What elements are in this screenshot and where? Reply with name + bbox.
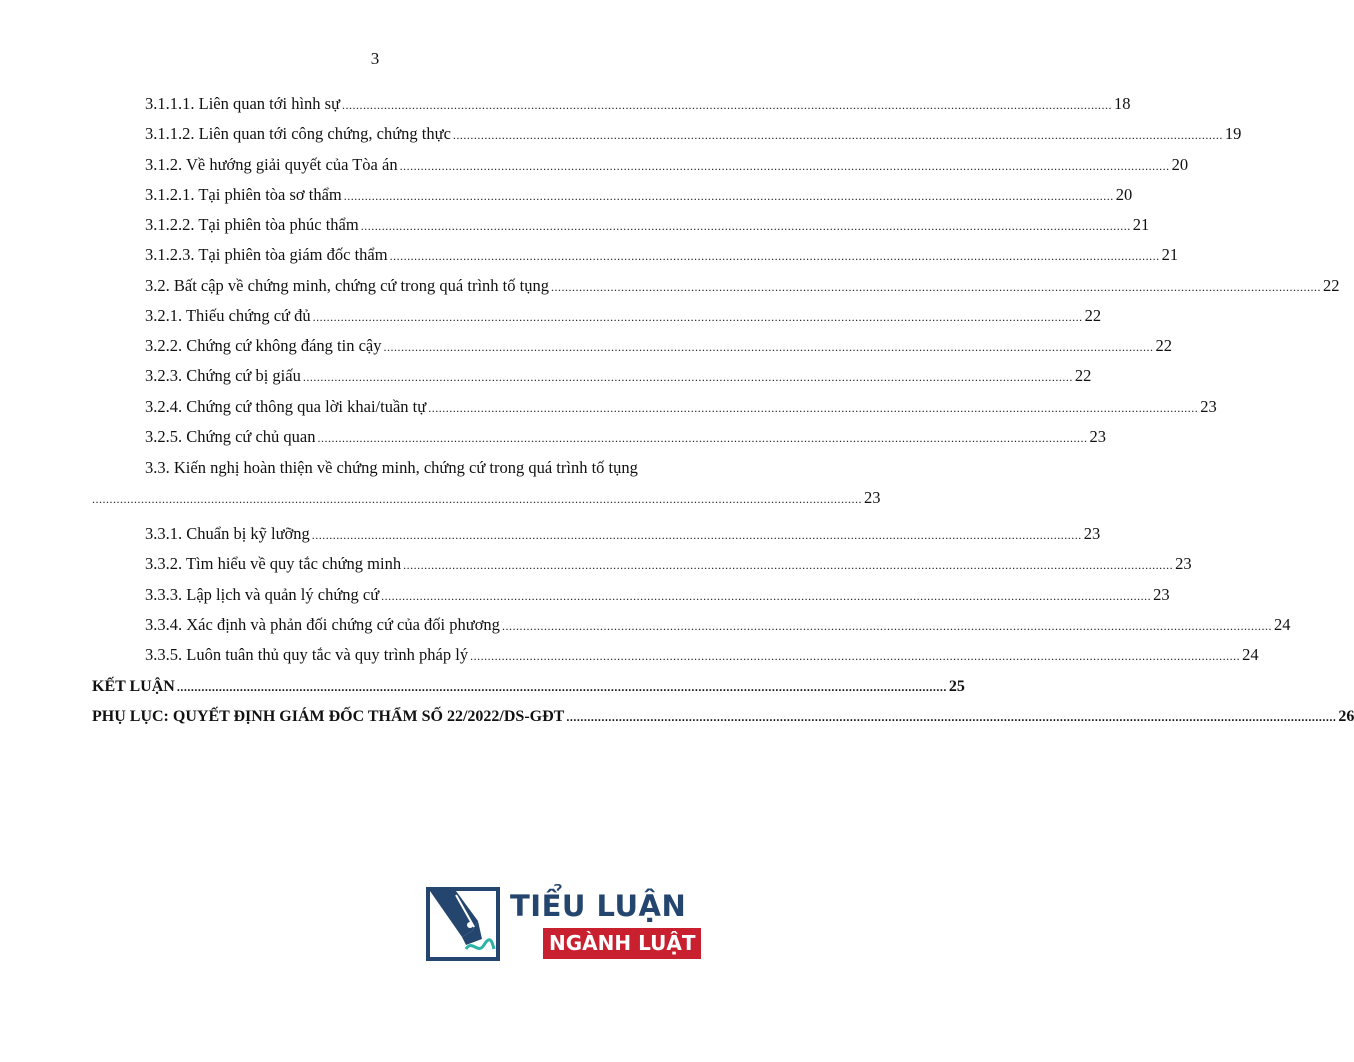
toc-entry-page: 22 (1074, 366, 1092, 385)
toc-entry[interactable] (145, 149, 1189, 175)
toc-entry[interactable] (145, 360, 1092, 386)
dot-leader: ............................................................................................................................................................................................................................ (470, 649, 1241, 663)
toc-entry[interactable] (145, 609, 1291, 635)
dot-leader: ............................................................................................................................................................................................................................ (381, 589, 1152, 603)
toc-entry-page: 18 (1114, 94, 1131, 113)
dot-leader: ............................................................................................................................................................................................................................ (92, 492, 862, 506)
toc-entry-page: 23 (864, 488, 881, 507)
logo-subtitle: NGÀNH LUẬT (543, 928, 701, 959)
page-number: 3 (370, 49, 380, 68)
dot-leader: ............................................................................................................................................................................................................................ (399, 159, 1170, 173)
pen-nib-icon (426, 887, 500, 961)
toc-entry[interactable] (145, 639, 1259, 665)
toc-entry-page: 23 (1153, 585, 1170, 604)
dot-leader: ............................................................................................................................................................................................................................ (342, 98, 1113, 112)
toc-entry-label[interactable]: 3.3. Kiến nghị hoàn thiện về chứng minh, chứng cứ trong quá trình tố tụng (145, 458, 638, 477)
toc-entry[interactable] (145, 179, 1133, 205)
toc-entry-page: 20 (1171, 155, 1189, 174)
toc-entry-page: 21 (1161, 245, 1179, 264)
dot-leader: ............................................................................................................................................................................................................................ (360, 219, 1131, 233)
toc-entry[interactable] (145, 518, 1101, 544)
toc-entry-label: 3.1.2. Về hướng giải quyết của Tòa án (145, 155, 398, 174)
toc-entry-label: 3.1.1.2. Liên quan tới công chứng, chứng thực (145, 124, 451, 143)
toc-entry-label: 3.2.2. Chứng cứ không đáng tin cậy (145, 336, 382, 355)
dot-leader: ............................................................................................................................................................................................................................ (176, 680, 947, 694)
toc-entry-page: 20 (1115, 185, 1133, 204)
toc-entry-label: 3.3.4. Xác định và phản đối chứng cứ của đối phương (145, 615, 500, 634)
toc-entry-label: KẾT LUẬN (92, 678, 175, 695)
toc-entry[interactable] (145, 330, 1172, 356)
toc-entry-page: 24 (1242, 645, 1259, 664)
toc-entry-conclusion[interactable] (92, 670, 965, 696)
logo-title: TIỂU LUẬN (510, 889, 687, 923)
toc-entry[interactable] (145, 579, 1170, 605)
toc-entry-page: 21 (1132, 215, 1150, 234)
toc-entry-label: PHỤ LỤC: QUYẾT ĐỊNH GIÁM ĐỐC THẨM SỐ 22/2022/DS-GĐT (92, 708, 565, 725)
toc-entry[interactable] (145, 88, 1131, 114)
toc-entry-label: 3.2.4. Chứng cứ thông qua lời khai/tuần tự (145, 397, 427, 416)
dot-leader: ............................................................................................................................................................................................................................ (302, 370, 1073, 384)
toc-entry-page: 24 (1273, 615, 1291, 634)
dot-leader: ............................................................................................................................................................................................................................ (312, 310, 1083, 324)
toc-entry-label: 3.1.1.1. Liên quan tới hình sự (145, 94, 341, 113)
toc-entry-label: 3.3.1. Chuẩn bị kỹ lưỡng (145, 524, 310, 543)
toc-entry[interactable] (145, 548, 1192, 574)
toc-entry-page: 26 (1338, 708, 1354, 725)
toc-entry-page: 23 (1175, 554, 1192, 573)
toc-entry-label: 3.2. Bất cập về chứng minh, chứng cứ trong quá trình tố tụng (145, 276, 549, 295)
toc-entry-label: 3.3.5. Luôn tuân thủ quy tắc và quy trình pháp lý (145, 645, 469, 664)
dot-leader: ............................................................................................................................................................................................................................ (550, 280, 1321, 294)
toc-entry[interactable] (145, 300, 1102, 326)
toc-entry-label: 3.2.3. Chứng cứ bị giấu (145, 366, 301, 385)
toc-entry-page: 23 (1200, 397, 1217, 416)
toc-entry[interactable] (145, 239, 1179, 265)
toc-entry-label: 3.2.5. Chứng cứ chủ quan (145, 427, 316, 446)
toc-entry-page: 23 (1083, 524, 1101, 543)
dot-leader: ............................................................................................................................................................................................................................ (428, 401, 1199, 415)
brand-logo (426, 887, 696, 967)
dot-leader: ............................................................................................................................................................................................................................ (383, 340, 1154, 354)
toc-entry-page: 22 (1322, 276, 1340, 295)
dot-leader: ............................................................................................................................................................................................................................ (566, 710, 1337, 724)
toc-entry-label: 3.2.1. Thiếu chứng cứ đủ (145, 306, 311, 325)
toc-entry-page: 22 (1155, 336, 1172, 355)
toc-entry-page: 23 (1089, 427, 1106, 446)
dot-leader: ............................................................................................................................................................................................................................ (452, 128, 1223, 142)
toc-entry[interactable] (145, 270, 1340, 296)
dot-leader: ............................................................................................................................................................................................................................ (343, 189, 1114, 203)
toc-entry-page: 22 (1084, 306, 1102, 325)
dot-leader: ............................................................................................................................................................................................................................ (317, 431, 1088, 445)
dot-leader: ............................................................................................................................................................................................................................ (389, 249, 1160, 263)
toc-entry-label: 3.3.3. Lập lịch và quản lý chứng cứ (145, 585, 380, 604)
dot-leader: ............................................................................................................................................................................................................................ (311, 528, 1082, 542)
toc-entry-label: 3.1.2.3. Tại phiên tòa giám đốc thẩm (145, 245, 388, 264)
toc-entry-label: 3.3.2. Tìm hiểu về quy tắc chứng minh (145, 554, 402, 573)
toc-entry[interactable] (145, 209, 1150, 235)
toc-entry-appendix[interactable] (92, 700, 1354, 726)
toc-entry-page: 19 (1224, 124, 1242, 143)
dot-leader: ............................................................................................................................................................................................................................ (403, 558, 1174, 572)
toc-entry[interactable] (145, 391, 1217, 417)
toc-entry-label: 3.1.2.2. Tại phiên tòa phúc thẩm (145, 215, 359, 234)
toc-entry-label: 3.1.2.1. Tại phiên tòa sơ thẩm (145, 185, 342, 204)
toc-entry[interactable] (145, 421, 1106, 447)
toc-entry-page: 25 (948, 678, 965, 695)
toc-entry[interactable] (145, 118, 1242, 144)
toc-entry[interactable] (92, 482, 881, 508)
dot-leader: ............................................................................................................................................................................................................................ (501, 619, 1272, 633)
